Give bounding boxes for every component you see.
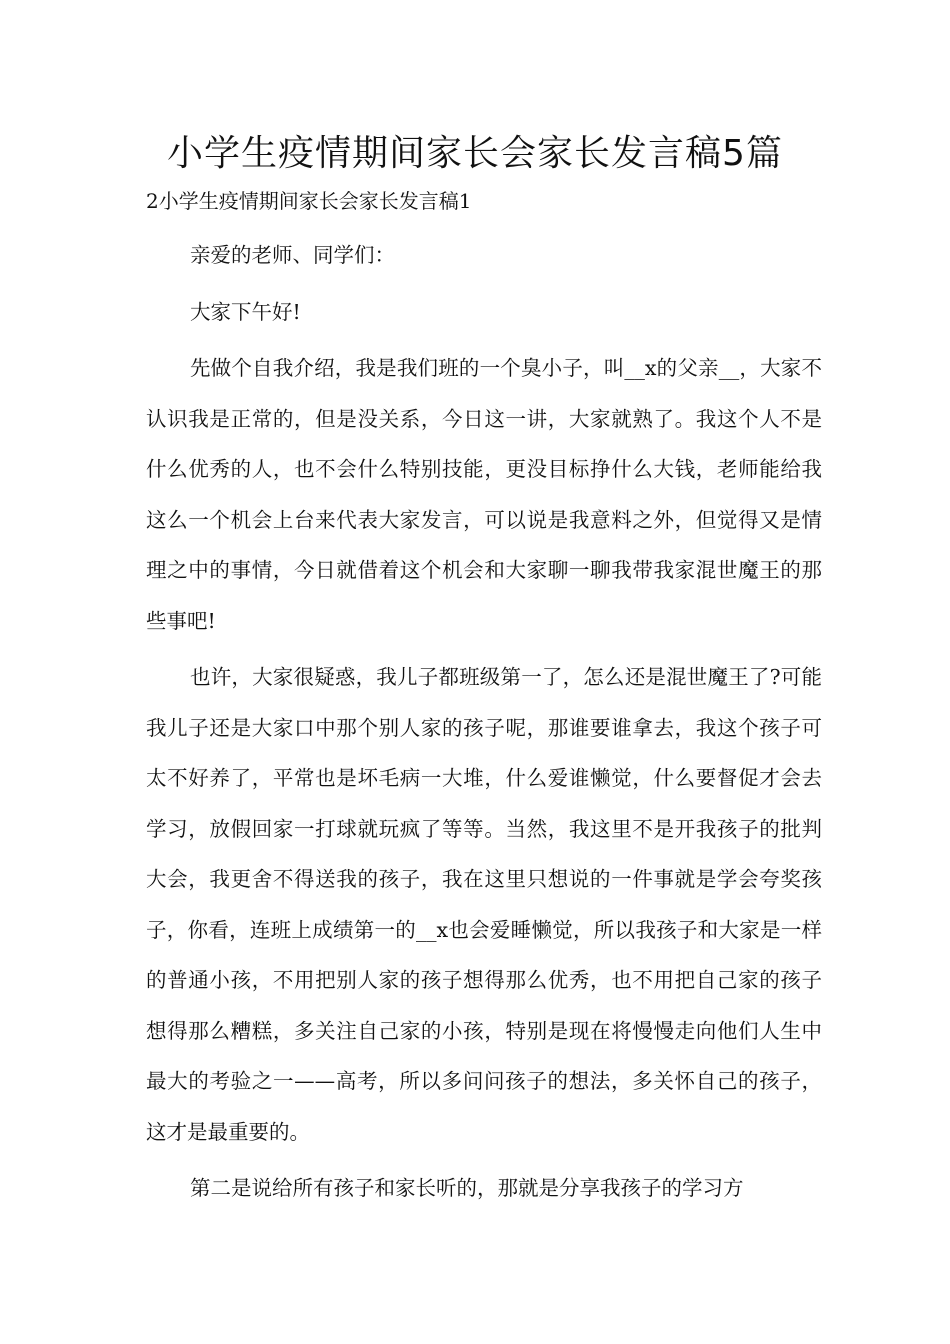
paragraph-salutation: 大家下午好! <box>190 299 301 324</box>
paragraph-introduction: 先做个自我介绍，我是我们班的一个臭小子，叫__x的父亲__，大家不认识我是正常的，但是没关系，今日这一讲，大家就熟了。我这个人不是什么优秀的人，也不会什么特别技能，更没目标挣什么大钱，老师能给我这么一个机会上台来代表大家发言，可以说是我意料之外，但觉得又是情理之中的事情，今日就借着这个机会和大家聊一聊我带我家混世魔王的那些事吧! <box>146 356 822 633</box>
document-title: 小学生疫情期间家长会家长发言稿5篇 <box>167 133 783 174</box>
paragraph-greeting: 亲爱的老师、同学们： <box>190 243 395 267</box>
document-body <box>146 230 822 1214</box>
paragraph-praise-children: 也许，大家很疑惑，我儿子都班级第一了，怎么还是混世魔王了?可能我儿子还是大家口中那个别人家的孩子呢，那谁要谁拿去，我这个孩子可太不好养了，平常也是坏毛病一大堆，什么爱谁懒觉，什么要督促才会去学习，放假回家一打球就玩疯了等等。当然，我这里不是开我孩子的批判大会，我更舍不得送我的孩子，我在这里只想说的一件事就是学会夸奖孩子，你看，连班上成绩第一的__x也会爱睡懒觉，所以我孩子和大家是一样的普通小孩，不用把别人家的孩子想得那么优秀，也不用把自己家的孩子想得那么糟糕，多关注自己家的小孩，特别是现在将慢慢走向他们人生中最大的考验之一——高考，所以多问问孩子的想法，多关怀自己的孩子，这才是最重要的。 <box>146 665 822 1144</box>
paragraph-study-methods: 第二是说给所有孩子和家长听的，那就是分享我孩子的学习方 <box>190 1176 744 1200</box>
document-subtitle: 2小学生疫情期间家长会家长发言稿1 <box>146 189 472 213</box>
